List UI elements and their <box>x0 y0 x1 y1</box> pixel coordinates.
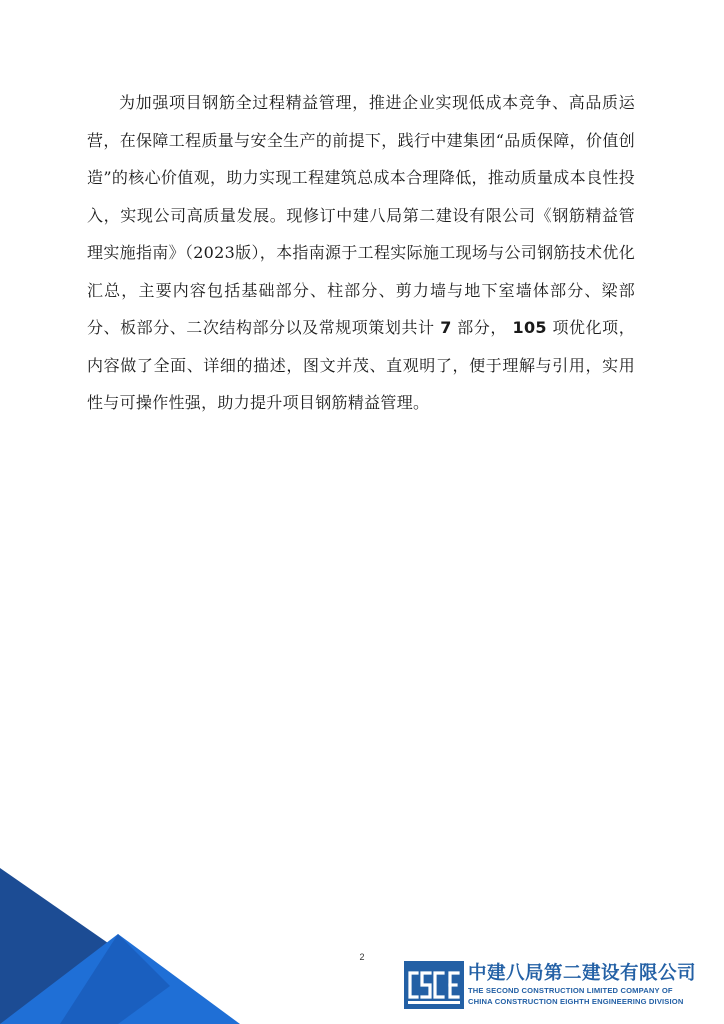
parts-count: 7 <box>440 318 452 337</box>
paragraph-text-part3: 项优化项，内容做了全面、详细的描述，图文并茂、直观明了，便于理解与引用，实用性与可操作性强，助力提升项目钢筋精益管理。 <box>87 318 635 412</box>
corner-decoration <box>0 868 240 1024</box>
company-name-en-line1: THE SECOND CONSTRUCTION LIMITED COMPANY OF <box>468 986 673 995</box>
cscec-logo-icon <box>404 961 464 1009</box>
company-signature <box>468 962 722 1007</box>
paragraph-text-part1: 为加强项目钢筋全过程精益管理，推进企业实现低成本竞争、高品质运营，在保障工程质量与安全生产的前提下，践行中建集团“品质保障，价值创造”的核心价值观，助力实现工程建筑总成本合理降低，推动质量成本良性投入，实现公司高质量发展。现修订中建八局第二建设有限公司《钢筋精益管理实施指南》（2023版），本指南源于工程实际施工现场与公司钢筋技术优化汇总，主要内容包括基础部分、柱部分、剪力墙与地下室墙体部分、梁部分、板部分、二次结构部分以及常规项策划共计 <box>87 93 635 337</box>
company-name-en-line2: CHINA CONSTRUCTION EIGHTH ENGINEERING DIVISION <box>468 996 684 1006</box>
company-name-cn: 中建八局第二建设有限公司 <box>468 963 697 984</box>
items-count: 105 <box>512 318 547 337</box>
intro-paragraph <box>87 84 635 422</box>
paragraph-text-part2: 部分， <box>451 318 513 337</box>
page-number: 2 <box>359 952 365 962</box>
